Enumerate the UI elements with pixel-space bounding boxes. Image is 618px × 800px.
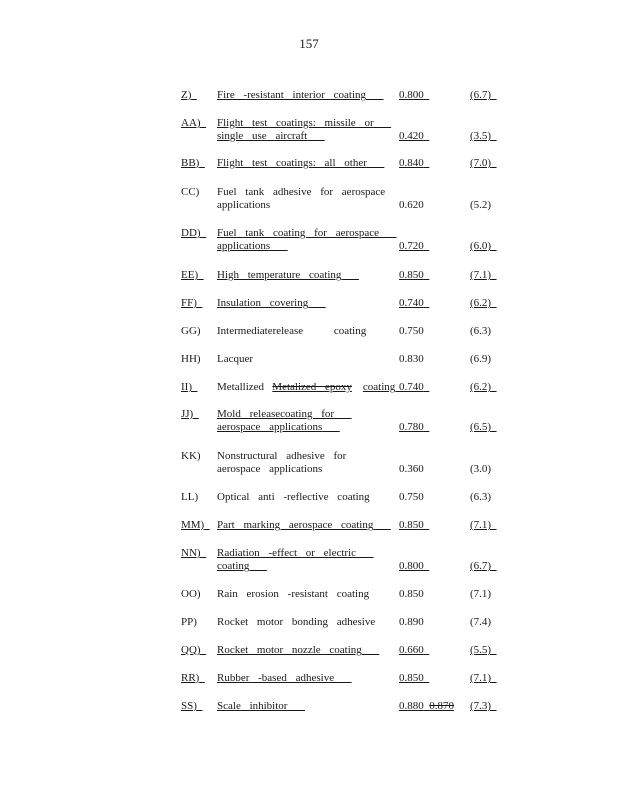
row-value: 0.840 bbox=[399, 157, 424, 169]
row-description: Fire -resistant interior coating bbox=[217, 89, 367, 101]
row-description: Radiation -effect or electric bbox=[217, 547, 357, 559]
row-value: 0.800 bbox=[399, 560, 424, 572]
row-value-metric: (7.1) bbox=[470, 269, 492, 281]
row-label: JJ) bbox=[181, 408, 194, 420]
row-value: 0.740 bbox=[399, 297, 424, 309]
row-label: PP) bbox=[181, 616, 197, 628]
row-value-metric: (6.9) bbox=[470, 353, 492, 365]
row-value: 0.360 bbox=[399, 463, 424, 475]
row-label: FF) bbox=[181, 297, 197, 309]
row-description-line2: applications bbox=[217, 199, 271, 211]
row-description: Rain erosion -resistant coating bbox=[217, 588, 370, 600]
row-description: Fuel tank coating for aerospace bbox=[217, 227, 380, 239]
row-description-line2: aerospace applications bbox=[217, 421, 323, 433]
row-description-line2: coating bbox=[217, 560, 250, 572]
row-description-line2: applications bbox=[217, 240, 271, 252]
row-value-metric: (5.2) bbox=[470, 199, 492, 211]
inserted-text: Metallized bbox=[217, 381, 265, 393]
row-value-metric: (7.1) bbox=[470, 672, 492, 684]
row-value-metric: (7.1) bbox=[470, 588, 492, 600]
row-label: LL) bbox=[181, 491, 199, 503]
row-value-metric: (6.0) bbox=[470, 240, 492, 252]
row-description: Fuel tank adhesive for aerospace bbox=[217, 186, 386, 198]
row-label: HH) bbox=[181, 353, 201, 365]
row-label: AA) bbox=[181, 117, 201, 129]
row-description: Nonstructural adhesive for bbox=[217, 450, 347, 462]
row-value-metric: (6.7) bbox=[470, 560, 492, 572]
row-description: Rocket motor bonding adhesive bbox=[217, 616, 376, 628]
row-value-metric: (6.3) bbox=[470, 325, 492, 337]
row-value: 0.800 bbox=[399, 89, 424, 101]
row-label: KK) bbox=[181, 450, 201, 462]
row-description: Optical anti -reflective coating bbox=[217, 491, 370, 503]
row-label: CC) bbox=[181, 186, 200, 198]
row-value-metric: (5.5) bbox=[470, 644, 492, 656]
row-label: MM) bbox=[181, 519, 205, 531]
row-description-line2: aerospace applications bbox=[217, 463, 323, 475]
row-description: Mold releasecoating for bbox=[217, 408, 335, 420]
row-value: 0.850 bbox=[399, 672, 424, 684]
row-description: Flight test coatings: missile or bbox=[217, 117, 374, 129]
row-value: 0.660 bbox=[399, 644, 424, 656]
row-description: Part marking aerospace coating bbox=[217, 519, 374, 531]
row-label: EE) bbox=[181, 269, 199, 281]
row-value-metric: (7.0) bbox=[470, 157, 492, 169]
row-value: 0.850 bbox=[399, 269, 424, 281]
row-value: 0.750 bbox=[399, 325, 424, 337]
row-value-metric: (7.4) bbox=[470, 616, 492, 628]
row-label: BB) bbox=[181, 157, 200, 169]
row-label: Z) bbox=[181, 89, 192, 101]
row-value-metric: (7.1) bbox=[470, 519, 492, 531]
row-description: High temperature coating bbox=[217, 269, 342, 281]
row-value-metric: (6.7) bbox=[470, 89, 492, 101]
struck-value: 0.870 bbox=[429, 700, 454, 712]
row-label: II) bbox=[181, 381, 192, 393]
row-label: RR) bbox=[181, 672, 200, 684]
row-value: 0.420 bbox=[399, 130, 424, 142]
row-label: OO) bbox=[181, 588, 201, 600]
row-description-line2: single use aircraft bbox=[217, 130, 308, 142]
row-value: 0.620 bbox=[399, 199, 424, 211]
row-value-metric: (3.0) bbox=[470, 463, 492, 475]
row-description: Rubber -based adhesive bbox=[217, 672, 335, 684]
row-description bbox=[217, 380, 401, 394]
row-label: SS) bbox=[181, 700, 197, 712]
row-description: Lacquer bbox=[217, 353, 254, 365]
row-label: NN) bbox=[181, 547, 201, 559]
row-value: 0.830 bbox=[399, 353, 424, 365]
row-value: 0.850 bbox=[399, 519, 424, 531]
row-value-metric: (6.2) bbox=[470, 297, 492, 309]
row-description: Intermediaterelease coating bbox=[217, 325, 367, 337]
inserted-value: 0.880 bbox=[399, 700, 424, 712]
page-number: 157 bbox=[299, 36, 319, 51]
row-value-metric: (6.5) bbox=[470, 421, 492, 433]
row-label: DD) bbox=[181, 227, 201, 239]
row-value-metric: (6.3) bbox=[470, 491, 492, 503]
struck-text: Metalized epoxy bbox=[272, 381, 352, 393]
description-tail: coating bbox=[362, 381, 396, 393]
row-value: 0.740 bbox=[399, 381, 424, 393]
row-value-metric: (3.5) bbox=[470, 130, 492, 142]
row-label: QQ) bbox=[181, 644, 201, 656]
row-value: 0.890 bbox=[399, 616, 424, 628]
row-value-metric: (7.3) bbox=[470, 700, 492, 712]
row-value bbox=[399, 699, 454, 713]
row-value-metric: (6.2) bbox=[470, 381, 492, 393]
row-value: 0.780 bbox=[399, 421, 424, 433]
row-description: Rocket motor nozzle coating bbox=[217, 644, 362, 656]
row-description: Insulation covering bbox=[217, 297, 309, 309]
row-value: 0.850 bbox=[399, 588, 424, 600]
row-description: Flight test coatings: all other bbox=[217, 157, 367, 169]
row-value: 0.720 bbox=[399, 240, 424, 252]
row-label: GG) bbox=[181, 325, 201, 337]
row-description: Scale inhibitor bbox=[217, 700, 288, 712]
row-value: 0.750 bbox=[399, 491, 424, 503]
